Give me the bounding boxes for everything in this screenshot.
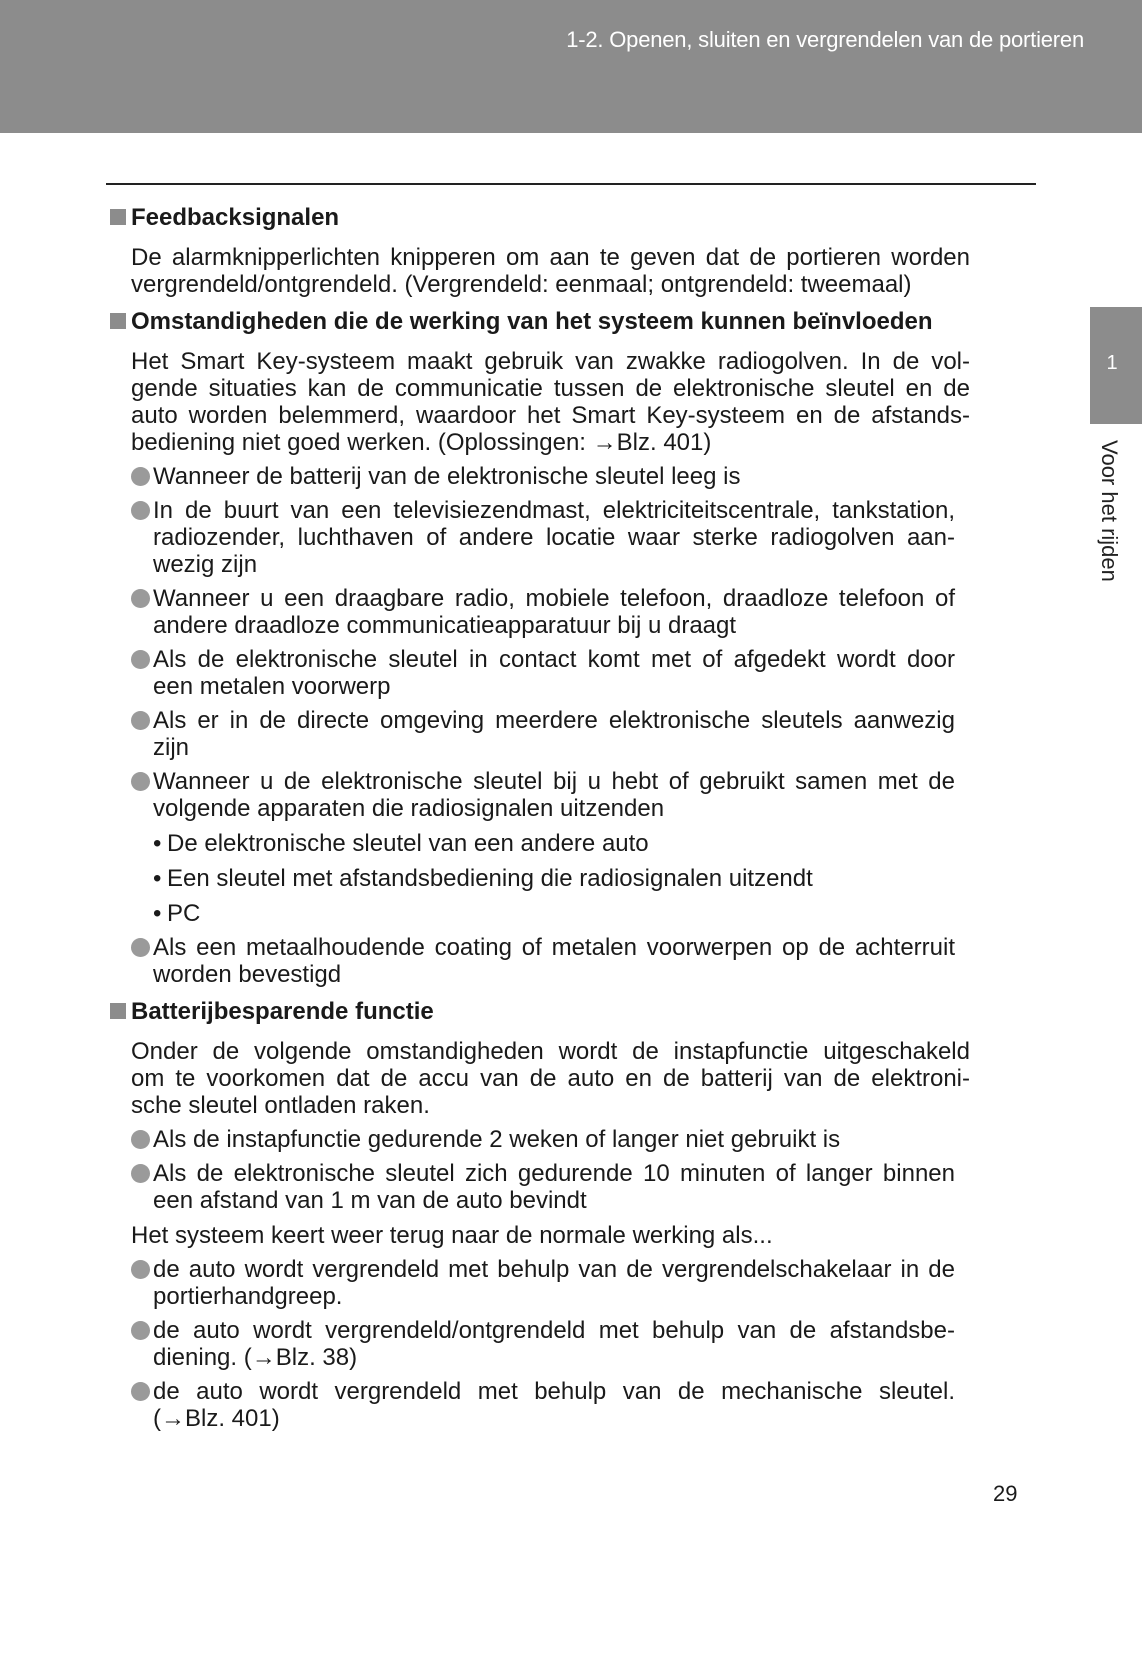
bullet-circle-icon [131,938,150,957]
square-marker-icon [110,1003,126,1019]
bullet-item [153,768,955,822]
chapter-title: 1-2. Openen, sluiten en vergrendelen van de portieren [566,27,1084,52]
text-line: de auto wordt vergrendeld met behulp van de vergrendelschakelaar in de [153,1256,955,1283]
text-line: bediening niet goed werken. (Oplossingen: →Blz. 401) [131,429,712,456]
text-line: Als een metaalhoudende coating of metalen voorwerpen op de achterruit [153,934,955,961]
text-line: wezig zijn [153,551,258,578]
square-marker-icon [110,313,126,329]
text-line: de auto wordt vergrendeld met behulp van de mechanische sleutel. [153,1378,955,1405]
text-line: worden bevestigd [153,961,342,988]
bullet-circle-icon [131,1382,150,1401]
section-heading-text: Omstandigheden die de werking van het systeem kunnen beïnvloeden [131,308,933,335]
text-line: diening. (→Blz. 38) [153,1344,358,1371]
bullet-dot-icon: • [153,865,162,892]
text-line: radiozender, luchthaven of andere locatie waar sterke radiogolven aan- [153,524,955,551]
bullet-item [153,585,955,639]
text-line: Als er in de directe omgeving meerdere elektronische sleutels aanwezig [153,707,955,734]
text-line: Onder de volgende omstandigheden wordt de instapfunctie uitgeschakeld [131,1038,970,1065]
sub-bullet-item [153,900,955,927]
header-rule [106,183,1036,185]
bullet-item [153,646,955,700]
text-line: Als de elektronische sleutel zich gedurende 10 minuten of langer binnen [153,1160,955,1187]
text-line: een metalen voorwerp [153,673,391,700]
chapter-side-label: Voor het rijden [1097,440,1122,582]
text-line: een afstand van 1 m van de auto bevindt [153,1187,587,1214]
text-line: volgende apparaten die radiosignalen uitzenden [153,795,665,822]
text-line: vergrendeld/ontgrendeld. (Vergrendeld: eenmaal; ontgrendeld: tweemaal) [131,271,912,298]
text-line: Een sleutel met afstandsbediening die radiosignalen uitzendt [167,865,813,892]
bullet-circle-icon [131,589,150,608]
bullet-item [153,497,955,578]
bullet-dot-icon: • [153,830,162,857]
bullet-item [153,1378,955,1432]
bullet-circle-icon [131,501,150,520]
text-line: Als de elektronische sleutel in contact komt met of afgedekt wordt door [153,646,955,673]
section-heading [110,204,990,231]
section-heading [110,998,990,1025]
text-line: sche sleutel ontladen raken. [131,1092,430,1119]
paragraph [131,244,970,298]
text-line: De alarmknipperlichten knipperen om aan te geven dat de portieren worden [131,244,970,271]
bullet-circle-icon [131,1260,150,1279]
text-line: De elektronische sleutel van een andere auto [167,830,649,857]
bullet-circle-icon [131,1164,150,1183]
paragraph [131,1222,970,1249]
page-content [110,204,990,1432]
bullet-item [153,1317,955,1371]
chapter-tab [1090,307,1142,424]
bullet-circle-icon [131,1130,150,1149]
text-line: (→Blz. 401) [153,1405,280,1432]
bullet-item [153,1126,955,1153]
paragraph [131,348,970,456]
bullet-circle-icon [131,467,150,486]
paragraph [131,1038,970,1119]
text-line: PC [167,900,201,927]
text-line: Wanneer u de elektronische sleutel bij u hebt of gebruikt samen met de [153,768,955,795]
text-line: andere draadloze communicatieapparatuur bij u draagt [153,612,737,639]
sub-bullet-item [153,830,955,857]
bullet-dot-icon: • [153,900,162,927]
bullet-item [153,1160,955,1214]
text-line: Als de instapfunctie gedurende 2 weken of langer niet gebruikt is [153,1126,841,1153]
bullet-item [153,463,955,490]
bullet-item [153,934,955,988]
bullet-circle-icon [131,772,150,791]
square-marker-icon [110,209,126,225]
text-line: Het Smart Key-systeem maakt gebruik van zwakke radiogolven. In de vol- [131,348,970,375]
bullet-circle-icon [131,711,150,730]
text-line: de auto wordt vergrendeld/ontgrendeld met behulp van de afstandsbe- [153,1317,955,1344]
sub-bullet-item [153,865,955,892]
text-line: In de buurt van een televisiezendmast, elektriciteitscentrale, tankstation, [153,497,955,524]
chapter-tab-number: 1 [1106,352,1118,374]
text-line: gende situaties kan de communicatie tussen de elektronische sleutel en de [131,375,970,402]
text-line: portierhandgreep. [153,1283,343,1310]
text-line: om te voorkomen dat de accu van de auto en de batterij van de elektroni- [131,1065,970,1092]
chapter-header-band [0,0,1142,133]
text-line: auto worden belemmerd, waardoor het Smart Key-systeem en de afstands- [131,402,970,429]
bullet-circle-icon [131,650,150,669]
bullet-item [153,1256,955,1310]
text-line: Wanneer de batterij van de elektronische sleutel leeg is [153,463,741,490]
text-line: Het systeem keert weer terug naar de normale werking als... [131,1222,773,1249]
section-heading-text: Batterijbesparende functie [131,998,434,1025]
text-line: zijn [153,734,190,761]
page-number: 29 [993,1481,1018,1506]
bullet-item [153,707,955,761]
bullet-circle-icon [131,1321,150,1340]
text-line: Wanneer u een draagbare radio, mobiele telefoon, draadloze telefoon of [153,585,955,612]
section-heading-text: Feedbacksignalen [131,204,340,231]
section-heading [110,308,990,335]
